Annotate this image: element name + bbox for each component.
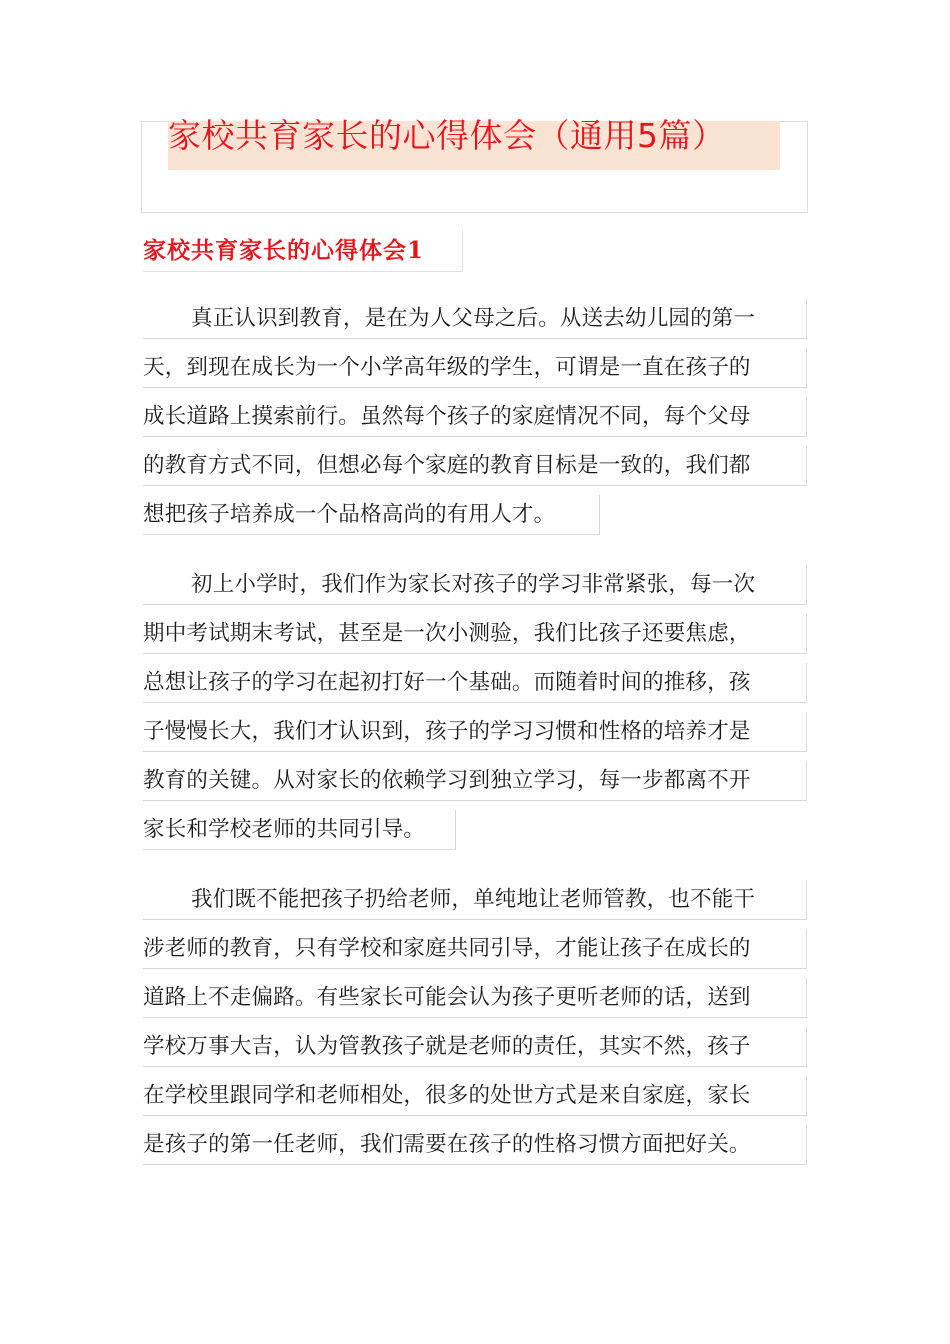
paragraph-3-line-4: 学校万事大吉，认为管教孩子就是老师的责任，其实不然，孩子 <box>143 1027 807 1067</box>
paragraph-3-line-5: 在学校里跟同学和老师相处，很多的处世方式是来自家庭，家长 <box>143 1076 807 1116</box>
paragraph-1-line-5: 想把孩子培养成一个品格高尚的有用人才。 <box>143 495 600 535</box>
paragraph-1-line-4: 的教育方式不同，但想必每个家庭的教育目标是一致的，我们都 <box>143 446 807 486</box>
paragraph-1-line-1: 真正认识到教育，是在为人父母之后。从送去幼儿园的第一 <box>143 299 807 339</box>
document-title: 家校共育家长的心得体会（通用5篇） <box>168 116 726 155</box>
paragraph-2-line-6: 家长和学校老师的共同引导。 <box>143 810 456 850</box>
paragraph-1-line-2: 天，到现在成长为一个小学高年级的学生，可谓是一直在孩子的 <box>143 348 807 388</box>
paragraph-3-line-2: 涉老师的教育，只有学校和家庭共同引导，才能让孩子在成长的 <box>143 929 807 969</box>
paragraph-3-line-1: 我们既不能把孩子扔给老师，单纯地让老师管教，也不能干 <box>143 880 807 920</box>
paragraph-2-line-1: 初上小学时，我们作为家长对孩子的学习非常紧张，每一次 <box>143 565 807 605</box>
paragraph-3-line-3: 道路上不走偏路。有些家长可能会认为孩子更听老师的话，送到 <box>143 978 807 1018</box>
paragraph-2-line-2: 期中考试期末考试，甚至是一次小测验，我们比孩子还要焦虑， <box>143 614 807 654</box>
paragraph-3-line-6: 是孩子的第一任老师，我们需要在孩子的性格习惯方面把好关。 <box>143 1125 807 1165</box>
paragraph-1-line-3: 成长道路上摸索前行。虽然每个孩子的家庭情况不同，每个父母 <box>143 397 807 437</box>
paragraph-2-line-5: 教育的关键。从对家长的依赖学习到独立学习，每一步都离不开 <box>143 761 807 801</box>
section-heading: 家校共育家长的心得体会1 <box>143 230 463 272</box>
paragraph-2-line-4: 子慢慢长大，我们才认识到，孩子的学习习惯和性格的培养才是 <box>143 712 807 752</box>
paragraph-2-line-3: 总想让孩子的学习在起初打好一个基础。而随着时间的推移，孩 <box>143 663 807 703</box>
